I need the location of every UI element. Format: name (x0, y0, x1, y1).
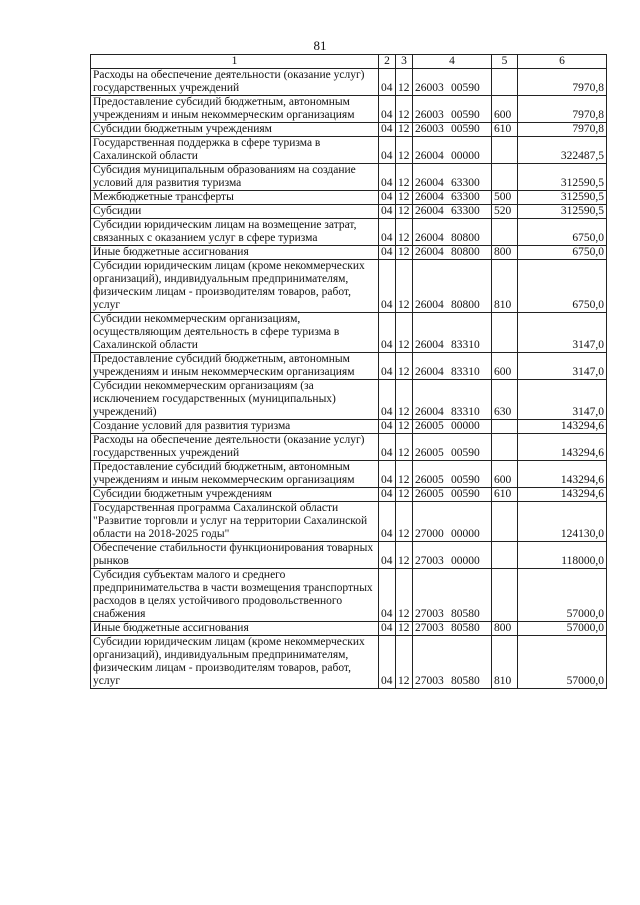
row-name: Создание условий для развития туризма (91, 420, 379, 434)
row-target-article (413, 313, 492, 353)
target-article-program: 26004 (415, 205, 444, 217)
target-article-program: 26005 (415, 420, 444, 432)
row-section: 04 (379, 96, 396, 123)
row-expense-type (492, 164, 518, 191)
row-expense-type (492, 569, 518, 622)
target-article-program: 26004 (415, 177, 444, 189)
row-expense-type (492, 137, 518, 164)
row-amount: 143294,6 (518, 488, 607, 502)
row-section: 04 (379, 69, 396, 96)
target-article-direction: 63300 (451, 205, 480, 217)
target-article-direction: 80800 (451, 232, 480, 244)
target-article-program: 26004 (415, 150, 444, 162)
target-article-program: 27003 (415, 555, 444, 567)
table-row (91, 219, 607, 246)
row-section: 04 (379, 205, 396, 219)
target-article-direction: 80580 (451, 622, 480, 634)
row-expense-type (492, 502, 518, 542)
row-amount: 3147,0 (518, 313, 607, 353)
header-col-3: 3 (396, 55, 413, 69)
row-section: 04 (379, 123, 396, 137)
table-row (91, 137, 607, 164)
target-article-direction: 80800 (451, 246, 480, 258)
row-amount: 322487,5 (518, 137, 607, 164)
row-amount: 143294,6 (518, 420, 607, 434)
row-section: 04 (379, 219, 396, 246)
table-row (91, 636, 607, 689)
target-article-direction: 83310 (451, 406, 480, 418)
row-amount: 7970,8 (518, 69, 607, 96)
target-article-direction: 83310 (451, 366, 480, 378)
row-target-article (413, 380, 492, 420)
row-target-article (413, 137, 492, 164)
row-name: Государственная программа Сахалинской области "Развитие торговли и услуг на территории Сахалинской области на 2018-2025 годы" (91, 502, 379, 542)
row-amount: 312590,5 (518, 164, 607, 191)
row-expense-type: 600 (492, 96, 518, 123)
row-section: 04 (379, 636, 396, 689)
row-section: 04 (379, 502, 396, 542)
table-row (91, 434, 607, 461)
page-number: 81 (313, 38, 327, 53)
table-row (91, 380, 607, 420)
row-amount: 3147,0 (518, 353, 607, 380)
row-name: Государственная поддержка в сфере туризма в Сахалинской области (91, 137, 379, 164)
row-target-article (413, 636, 492, 689)
row-name: Субсидии (91, 205, 379, 219)
row-expense-type: 600 (492, 353, 518, 380)
row-amount: 3147,0 (518, 380, 607, 420)
row-subsection: 12 (396, 636, 413, 689)
header-col-5: 5 (492, 55, 518, 69)
row-section: 04 (379, 380, 396, 420)
row-subsection: 12 (396, 164, 413, 191)
row-section: 04 (379, 260, 396, 313)
budget-table (90, 54, 607, 689)
target-article-direction: 00000 (451, 150, 480, 162)
row-section: 04 (379, 542, 396, 569)
row-target-article (413, 420, 492, 434)
target-article-direction: 00590 (451, 82, 480, 94)
row-target-article (413, 69, 492, 96)
row-target-article (413, 205, 492, 219)
row-name: Расходы на обеспечение деятельности (оказание услуг) государственных учреждений (91, 434, 379, 461)
row-subsection: 12 (396, 542, 413, 569)
row-expense-type: 800 (492, 246, 518, 260)
table-row (91, 542, 607, 569)
row-expense-type: 630 (492, 380, 518, 420)
row-name: Иные бюджетные ассигнования (91, 622, 379, 636)
row-subsection: 12 (396, 137, 413, 164)
header-col-6: 6 (518, 55, 607, 69)
row-amount: 7970,8 (518, 96, 607, 123)
target-article-program: 26003 (415, 109, 444, 121)
row-section: 04 (379, 461, 396, 488)
row-name: Субсидии бюджетным учреждениям (91, 488, 379, 502)
row-section: 04 (379, 488, 396, 502)
row-target-article (413, 569, 492, 622)
row-name: Субсидии юридическим лицам на возмещение затрат, связанных с оказанием услуг в сфере туризма (91, 219, 379, 246)
row-expense-type (492, 542, 518, 569)
row-subsection: 12 (396, 219, 413, 246)
row-expense-type (492, 69, 518, 96)
row-name: Предоставление субсидий бюджетным, автономным учреждениям и иным некоммерческим организациям (91, 96, 379, 123)
target-article-program: 26003 (415, 82, 444, 94)
table-row (91, 246, 607, 260)
row-name: Субсидии юридическим лицам (кроме некоммерческих организаций), индивидуальным предпринимателям, физическим лицам - производителям товаров, работ, услуг (91, 636, 379, 689)
row-amount: 57000,0 (518, 622, 607, 636)
target-article-direction: 80800 (451, 299, 480, 311)
row-target-article (413, 123, 492, 137)
target-article-program: 26004 (415, 406, 444, 418)
row-expense-type: 800 (492, 622, 518, 636)
row-subsection: 12 (396, 260, 413, 313)
table-row (91, 622, 607, 636)
target-article-program: 26005 (415, 447, 444, 459)
header-col-2: 2 (379, 55, 396, 69)
row-expense-type (492, 434, 518, 461)
target-article-program: 27003 (415, 675, 444, 687)
row-amount: 6750,0 (518, 219, 607, 246)
row-section: 04 (379, 164, 396, 191)
row-target-article (413, 96, 492, 123)
row-section: 04 (379, 137, 396, 164)
row-target-article (413, 164, 492, 191)
row-target-article (413, 622, 492, 636)
row-section: 04 (379, 420, 396, 434)
table-row (91, 96, 607, 123)
row-target-article (413, 488, 492, 502)
row-name: Межбюджетные трансферты (91, 191, 379, 205)
table-row (91, 123, 607, 137)
row-subsection: 12 (396, 569, 413, 622)
table-row (91, 205, 607, 219)
row-subsection: 12 (396, 96, 413, 123)
row-target-article (413, 219, 492, 246)
row-amount: 143294,6 (518, 461, 607, 488)
row-name: Предоставление субсидий бюджетным, автономным учреждениям и иным некоммерческим организациям (91, 353, 379, 380)
table-row (91, 502, 607, 542)
row-name: Субсидии юридическим лицам (кроме некоммерческих организаций), индивидуальным предпринимателям, физическим лицам - производителям товаров, работ, услуг (91, 260, 379, 313)
target-article-program: 26003 (415, 123, 444, 135)
row-section: 04 (379, 353, 396, 380)
row-expense-type: 610 (492, 123, 518, 137)
row-target-article (413, 461, 492, 488)
row-subsection: 12 (396, 123, 413, 137)
row-subsection: 12 (396, 69, 413, 96)
row-section: 04 (379, 569, 396, 622)
row-target-article (413, 434, 492, 461)
row-subsection: 12 (396, 420, 413, 434)
target-article-program: 26004 (415, 191, 444, 203)
target-article-direction: 00000 (451, 420, 480, 432)
row-expense-type: 500 (492, 191, 518, 205)
row-subsection: 12 (396, 502, 413, 542)
row-subsection: 12 (396, 353, 413, 380)
target-article-program: 26004 (415, 339, 444, 351)
row-expense-type (492, 313, 518, 353)
table-row (91, 260, 607, 313)
row-target-article (413, 246, 492, 260)
row-name: Предоставление субсидий бюджетным, автономным учреждениям и иным некоммерческим организациям (91, 461, 379, 488)
row-target-article (413, 191, 492, 205)
row-amount: 7970,8 (518, 123, 607, 137)
row-expense-type: 810 (492, 260, 518, 313)
table-row (91, 313, 607, 353)
row-subsection: 12 (396, 461, 413, 488)
header-col-4: 4 (413, 55, 492, 69)
target-article-direction: 80580 (451, 675, 480, 687)
table-row (91, 488, 607, 502)
row-target-article (413, 353, 492, 380)
target-article-direction: 00590 (451, 109, 480, 121)
row-name: Субсидия муниципальным образованиям на создание условий для развития туризма (91, 164, 379, 191)
row-target-article (413, 502, 492, 542)
row-subsection: 12 (396, 434, 413, 461)
row-target-article (413, 542, 492, 569)
row-name: Расходы на обеспечение деятельности (оказание услуг) государственных учреждений (91, 69, 379, 96)
row-subsection: 12 (396, 488, 413, 502)
row-amount: 57000,0 (518, 569, 607, 622)
row-subsection: 12 (396, 205, 413, 219)
row-amount: 143294,6 (518, 434, 607, 461)
row-subsection: 12 (396, 313, 413, 353)
row-amount: 312590,5 (518, 191, 607, 205)
row-name: Субсидия субъектам малого и среднего предпринимательства в части возмещения транспортных расходов в целях устойчивого продовольственного снабжения (91, 569, 379, 622)
target-article-program: 26004 (415, 366, 444, 378)
row-section: 04 (379, 191, 396, 205)
target-article-direction: 00000 (451, 555, 480, 567)
row-amount: 6750,0 (518, 260, 607, 313)
row-subsection: 12 (396, 380, 413, 420)
target-article-direction: 63300 (451, 177, 480, 189)
row-expense-type: 810 (492, 636, 518, 689)
header-col-1: 1 (91, 55, 379, 69)
target-article-program: 26005 (415, 474, 444, 486)
row-amount: 6750,0 (518, 246, 607, 260)
target-article-direction: 83310 (451, 339, 480, 351)
table-row (91, 69, 607, 96)
row-expense-type: 610 (492, 488, 518, 502)
target-article-program: 27003 (415, 622, 444, 634)
row-name: Субсидии бюджетным учреждениям (91, 123, 379, 137)
row-name: Субсидии некоммерческим организациям (за исключением государственных (муниципальных) учреждений) (91, 380, 379, 420)
target-article-direction: 80580 (451, 608, 480, 620)
row-name: Иные бюджетные ассигнования (91, 246, 379, 260)
target-article-program: 26004 (415, 232, 444, 244)
target-article-program: 26005 (415, 488, 444, 500)
row-expense-type (492, 219, 518, 246)
row-section: 04 (379, 313, 396, 353)
target-article-direction: 63300 (451, 191, 480, 203)
table-row (91, 353, 607, 380)
row-amount: 57000,0 (518, 636, 607, 689)
table-row (91, 191, 607, 205)
row-amount: 118000,0 (518, 542, 607, 569)
row-subsection: 12 (396, 191, 413, 205)
row-name: Обеспечение стабильности функционирования товарных рынков (91, 542, 379, 569)
row-expense-type (492, 420, 518, 434)
target-article-direction: 00590 (451, 123, 480, 135)
target-article-direction: 00590 (451, 447, 480, 459)
table-row (91, 569, 607, 622)
header-row (91, 55, 607, 69)
row-section: 04 (379, 622, 396, 636)
row-expense-type: 520 (492, 205, 518, 219)
table-row (91, 461, 607, 488)
row-name: Субсидии некоммерческим организациям, осуществляющим деятельность в сфере туризма в Сахалинской области (91, 313, 379, 353)
row-amount: 124130,0 (518, 502, 607, 542)
row-amount: 312590,5 (518, 205, 607, 219)
row-subsection: 12 (396, 622, 413, 636)
target-article-direction: 00590 (451, 488, 480, 500)
table-row (91, 420, 607, 434)
target-article-direction: 00590 (451, 474, 480, 486)
row-section: 04 (379, 246, 396, 260)
target-article-program: 26004 (415, 299, 444, 311)
row-subsection: 12 (396, 246, 413, 260)
target-article-program: 27000 (415, 528, 444, 540)
row-section: 04 (379, 434, 396, 461)
target-article-program: 27003 (415, 608, 444, 620)
target-article-program: 26004 (415, 246, 444, 258)
row-expense-type: 600 (492, 461, 518, 488)
row-target-article (413, 260, 492, 313)
table-row (91, 164, 607, 191)
target-article-direction: 00000 (451, 528, 480, 540)
